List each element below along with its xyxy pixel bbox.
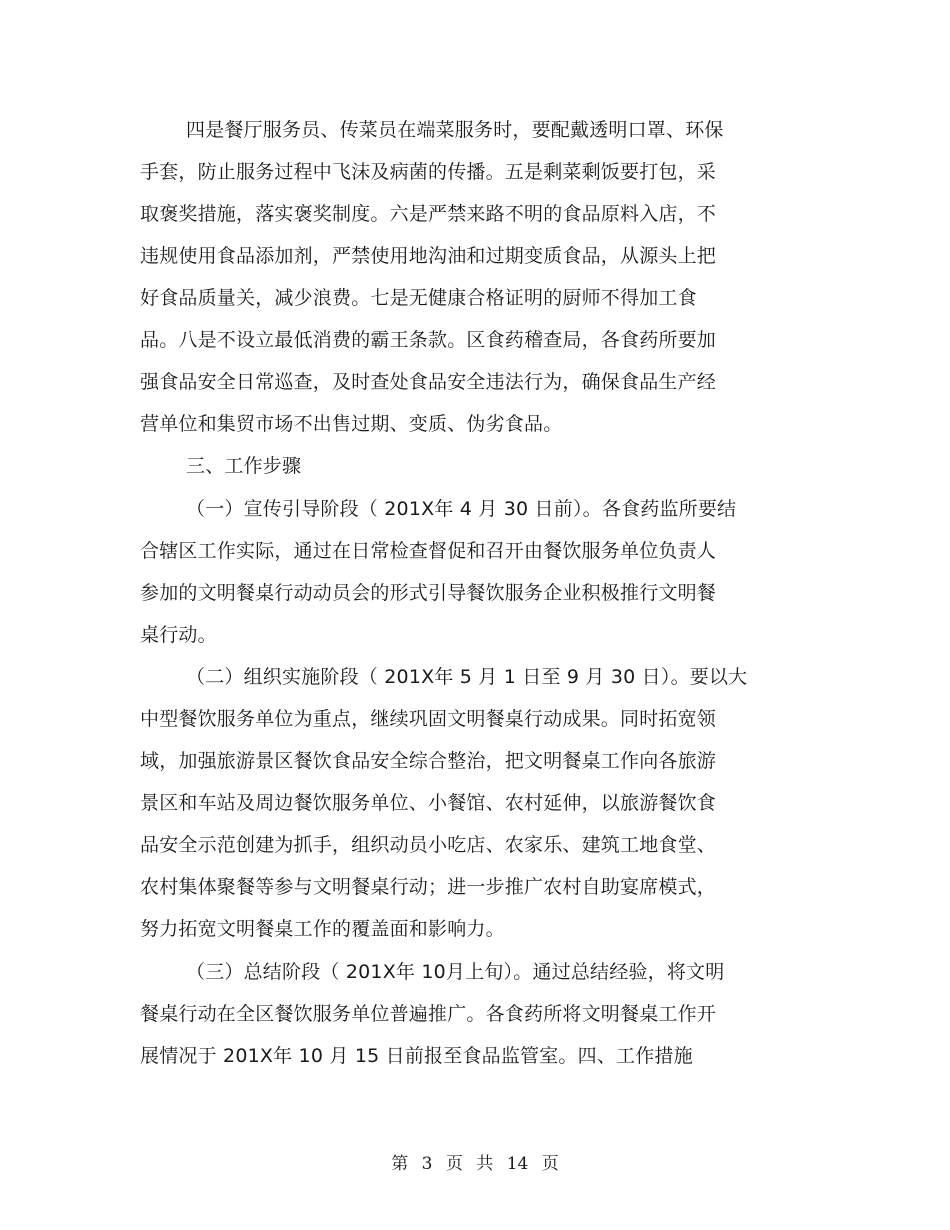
paragraph-line: 手套，防止服务过程中飞沫及病菌的传播。五是剩菜剩饭要打包，采 — [140, 161, 717, 183]
paragraph-line: 展情况于 201X年 10 月 15 日前报至食品监管室。四、工作措施 — [140, 1045, 693, 1067]
paragraph-line: （二）组织实施阶段（ 201X年 5 月 1 日至 9 月 30 日）。要以大 — [186, 666, 748, 688]
paragraph-line: 营单位和集贸市场不出售过期、变质、伪劣食品。 — [140, 413, 563, 435]
paragraph-line: 餐桌行动在全区餐饮服务单位普遍推广。各食药所将文明餐桌工作开 — [140, 1003, 717, 1025]
paragraph-line: 参加的文明餐桌行动动员会的形式引导餐饮服务企业积极推行文明餐 — [140, 582, 717, 604]
paragraph-line: 品安全示范创建为抓手，组织动员小吃店、农家乐、建筑工地食堂、 — [140, 834, 717, 856]
paragraph-line: 桌行动。 — [140, 624, 217, 646]
paragraph-line: 四是餐厅服务员、传菜员在端菜服务时，要配戴透明口罩、环保 — [186, 119, 724, 141]
paragraph-line: （一）宣传引导阶段（ 201X年 4 月 30 日前）。各食药监所要结 — [186, 498, 737, 520]
page-number-footer: 第 3 页 共 14 页 — [391, 1154, 559, 1174]
paragraph-line: 违规使用食品添加剂，严禁使用地沟油和过期变质食品，从源头上把 — [140, 245, 717, 267]
paragraph-line: 域，加强旅游景区餐饮食品安全综合整治，把文明餐桌工作向各旅游 — [140, 750, 717, 772]
paragraph-line: 中型餐饮服务单位为重点，继续巩固文明餐桌行动成果。同时拓宽领 — [140, 708, 717, 730]
paragraph-line: 强食品安全日常巡查，及时查处食品安全违法行为，确保食品生产经 — [140, 371, 717, 393]
paragraph-line: 取褒奖措施，落实褒奖制度。六是严禁来路不明的食品原料入店，不 — [140, 203, 717, 225]
section-heading: 三、工作步骤 — [186, 455, 302, 477]
paragraph-line: 好食品质量关，减少浪费。七是无健康合格证明的厨师不得加工食 — [140, 287, 697, 309]
paragraph-line: 品。八是不设立最低消费的霸王条款。区食药稽查局，各食药所要加 — [140, 329, 717, 351]
paragraph-line: 合辖区工作实际，通过在日常检查督促和召开由餐饮服务单位负责人 — [140, 540, 717, 562]
paragraph-line: 努力拓宽文明餐桌工作的覆盖面和影响力。 — [140, 918, 505, 940]
paragraph-line: （三）总结阶段（ 201X年 10月上旬）。通过总结经验，将文明 — [186, 961, 725, 983]
paragraph-line: 农村集体聚餐等参与文明餐桌行动；进一步推广农村自助宴席模式， — [140, 876, 717, 898]
paragraph-line: 景区和车站及周边餐饮服务单位、小餐馆、农村延伸，以旅游餐饮食 — [140, 792, 717, 814]
